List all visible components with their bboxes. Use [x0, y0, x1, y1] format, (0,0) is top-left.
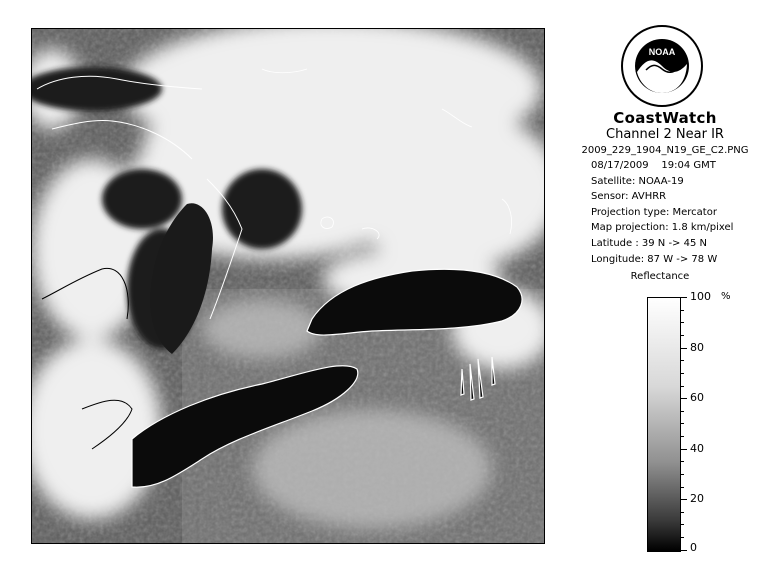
channel-subtitle: Channel 2 Near IR	[606, 127, 724, 142]
tick-label-0: 0	[690, 541, 697, 554]
tick-mark	[681, 398, 687, 399]
sensor-text: Sensor: AVHRR	[591, 191, 667, 203]
tick-mark	[681, 550, 687, 551]
datetime-row	[591, 158, 770, 174]
satellite-map-svg	[32, 29, 544, 543]
minor-tick	[681, 373, 684, 374]
tick-label-60: 60	[690, 391, 704, 404]
noaa-logo-svg	[620, 24, 704, 108]
legend-unit: %	[721, 291, 731, 302]
time-text: 19:04 GMT	[661, 160, 716, 171]
projection-type-text: Projection type: Mercator	[591, 206, 717, 218]
tick-mark	[681, 449, 687, 450]
info-panel	[560, 110, 770, 267]
noaa-logo	[620, 24, 704, 108]
minor-tick	[681, 411, 684, 412]
satellite-text: Satellite: NOAA-19	[591, 175, 684, 187]
tick-label-100: 100	[690, 290, 711, 303]
tick-label-20: 20	[690, 492, 704, 505]
tick-mark	[681, 297, 687, 298]
minor-tick	[681, 335, 684, 336]
satellite-image	[31, 28, 545, 544]
minor-tick	[681, 461, 684, 462]
latitude-text: Latitude : 39 N -> 45 N	[591, 237, 707, 249]
longitude-text: Longitude: 87 W -> 78 W	[591, 253, 718, 265]
minor-tick	[681, 474, 684, 475]
date-text: 08/17/2009	[591, 160, 649, 171]
minor-tick	[681, 512, 684, 513]
tick-label-80: 80	[690, 341, 704, 354]
image-filename: 2009_229_1904_N19_GE_C2.PNG	[581, 145, 749, 156]
tick-mark	[681, 348, 687, 349]
minor-tick	[681, 436, 684, 437]
map-projection-text: Map projection: 1.8 km/pixel	[591, 222, 734, 234]
metadata-list	[591, 158, 770, 267]
noaa-logo-text: NOAA	[648, 47, 676, 57]
reflectance-colorbar	[647, 297, 681, 552]
minor-tick	[681, 386, 684, 387]
minor-tick	[681, 487, 684, 488]
legend-title: Reflectance	[630, 271, 690, 282]
minor-tick	[681, 537, 684, 538]
minor-tick	[681, 310, 684, 311]
minor-tick	[681, 360, 684, 361]
minor-tick	[681, 524, 684, 525]
minor-tick	[681, 322, 684, 323]
tick-mark	[681, 499, 687, 500]
minor-tick	[681, 423, 684, 424]
brand-title: CoastWatch	[613, 109, 717, 127]
tick-label-40: 40	[690, 442, 704, 455]
